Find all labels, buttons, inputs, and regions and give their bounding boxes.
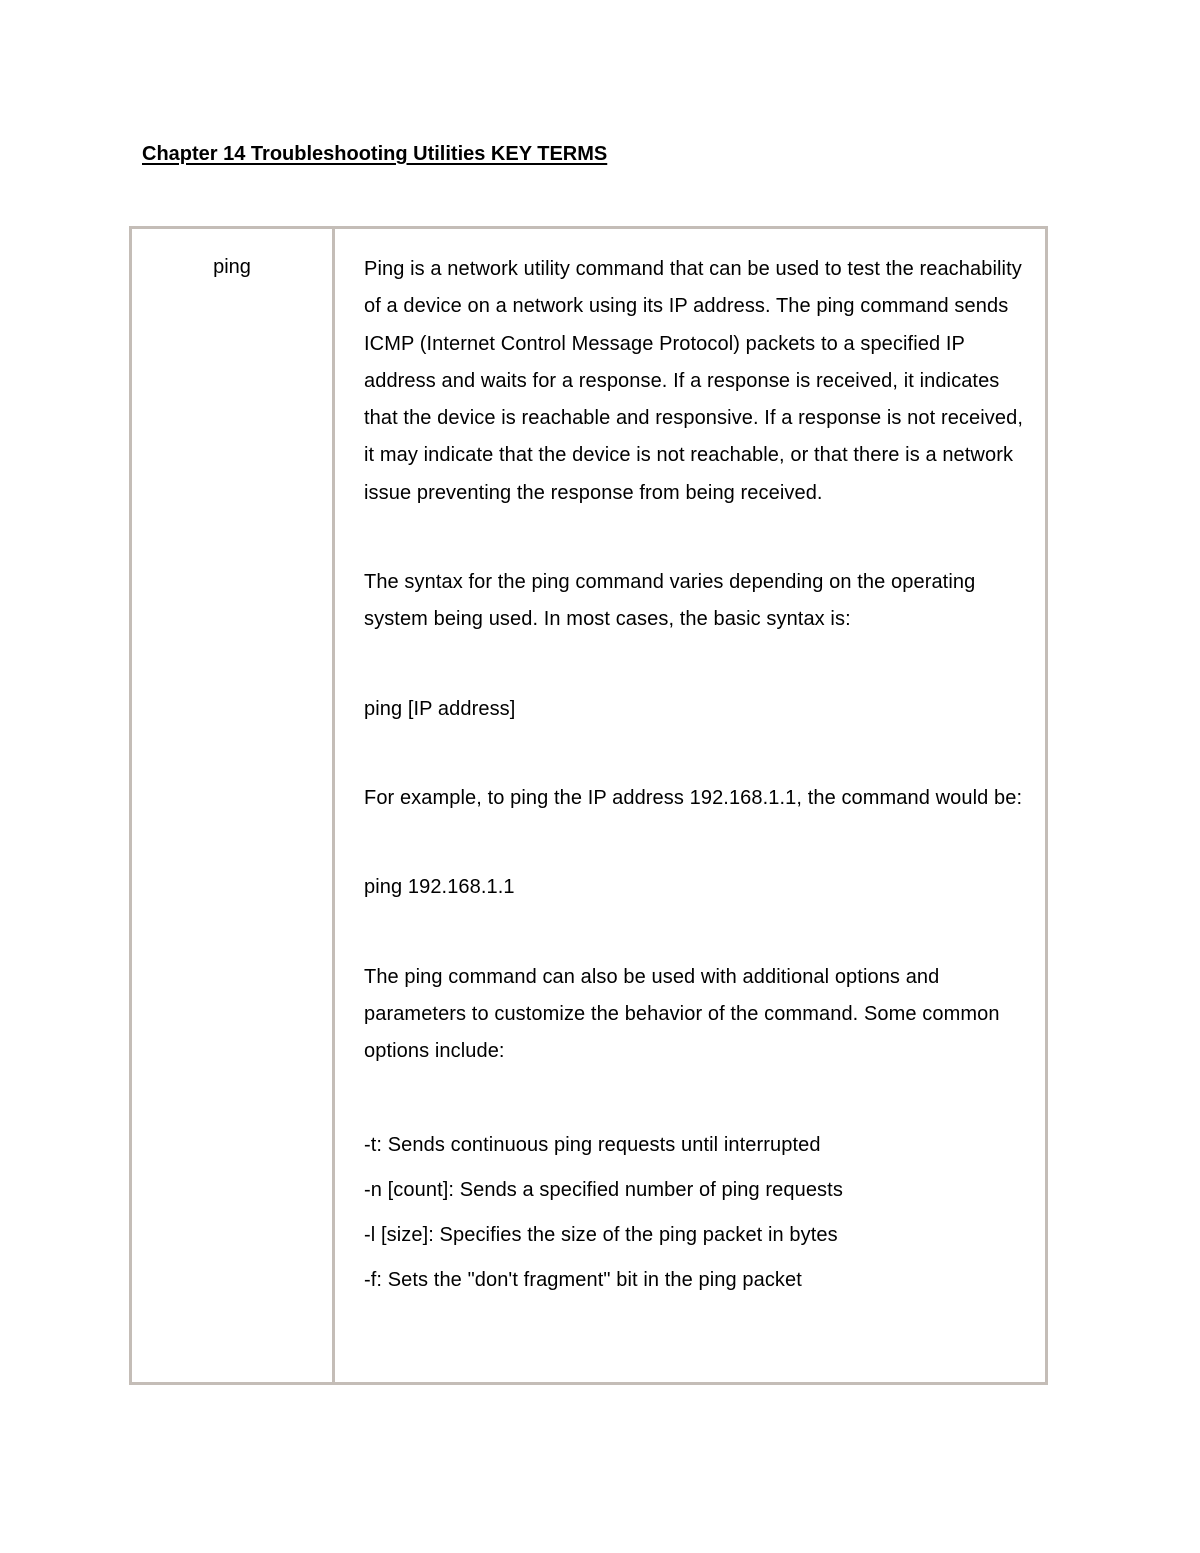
- definition-cell: [335, 229, 1045, 1382]
- definition-text: [364, 251, 1029, 1303]
- key-terms-table: [129, 226, 1048, 1385]
- page-title: Chapter 14 Troubleshooting Utilities KEY TERMS: [142, 143, 608, 165]
- option-item: -n [count]: Sends a specified number of ping requests: [364, 1179, 843, 1202]
- definition-paragraph-2: The syntax for the ping command varies depending on the operating system being used. In most cases, the basic syntax is:: [364, 571, 976, 631]
- definition-paragraph-3: For example, to ping the IP address 192.168.1.1, the command would be:: [364, 786, 1023, 809]
- syntax-example: ping [IP address]: [364, 697, 516, 720]
- term-cell: [132, 229, 335, 1382]
- option-item: -l [size]: Specifies the size of the ping packet in bytes: [364, 1224, 838, 1247]
- definition-paragraph-4: The ping command can also be used with additional options and parameters to customize the behavior of the command. Some common options include:: [364, 965, 1000, 1063]
- definition-paragraph-1: Ping is a network utility command that can be used to test the reachability of a device on a network using its IP address. The ping command sends ICMP (Internet Control Message Protocol) packets to a specified IP address and waits for a response. If a response is received, it indicates that the device is reachable and responsive. If a response is not received, it may indicate that the device is not reachable, or that there is a network issue preventing the response from being received.: [364, 258, 1023, 504]
- command-example: ping 192.168.1.1: [364, 876, 515, 899]
- term-label: ping: [213, 256, 251, 278]
- option-item: -f: Sets the "don't fragment" bit in the ping packet: [364, 1269, 802, 1292]
- option-item: -t: Sends continuous ping requests until interrupted: [364, 1134, 821, 1157]
